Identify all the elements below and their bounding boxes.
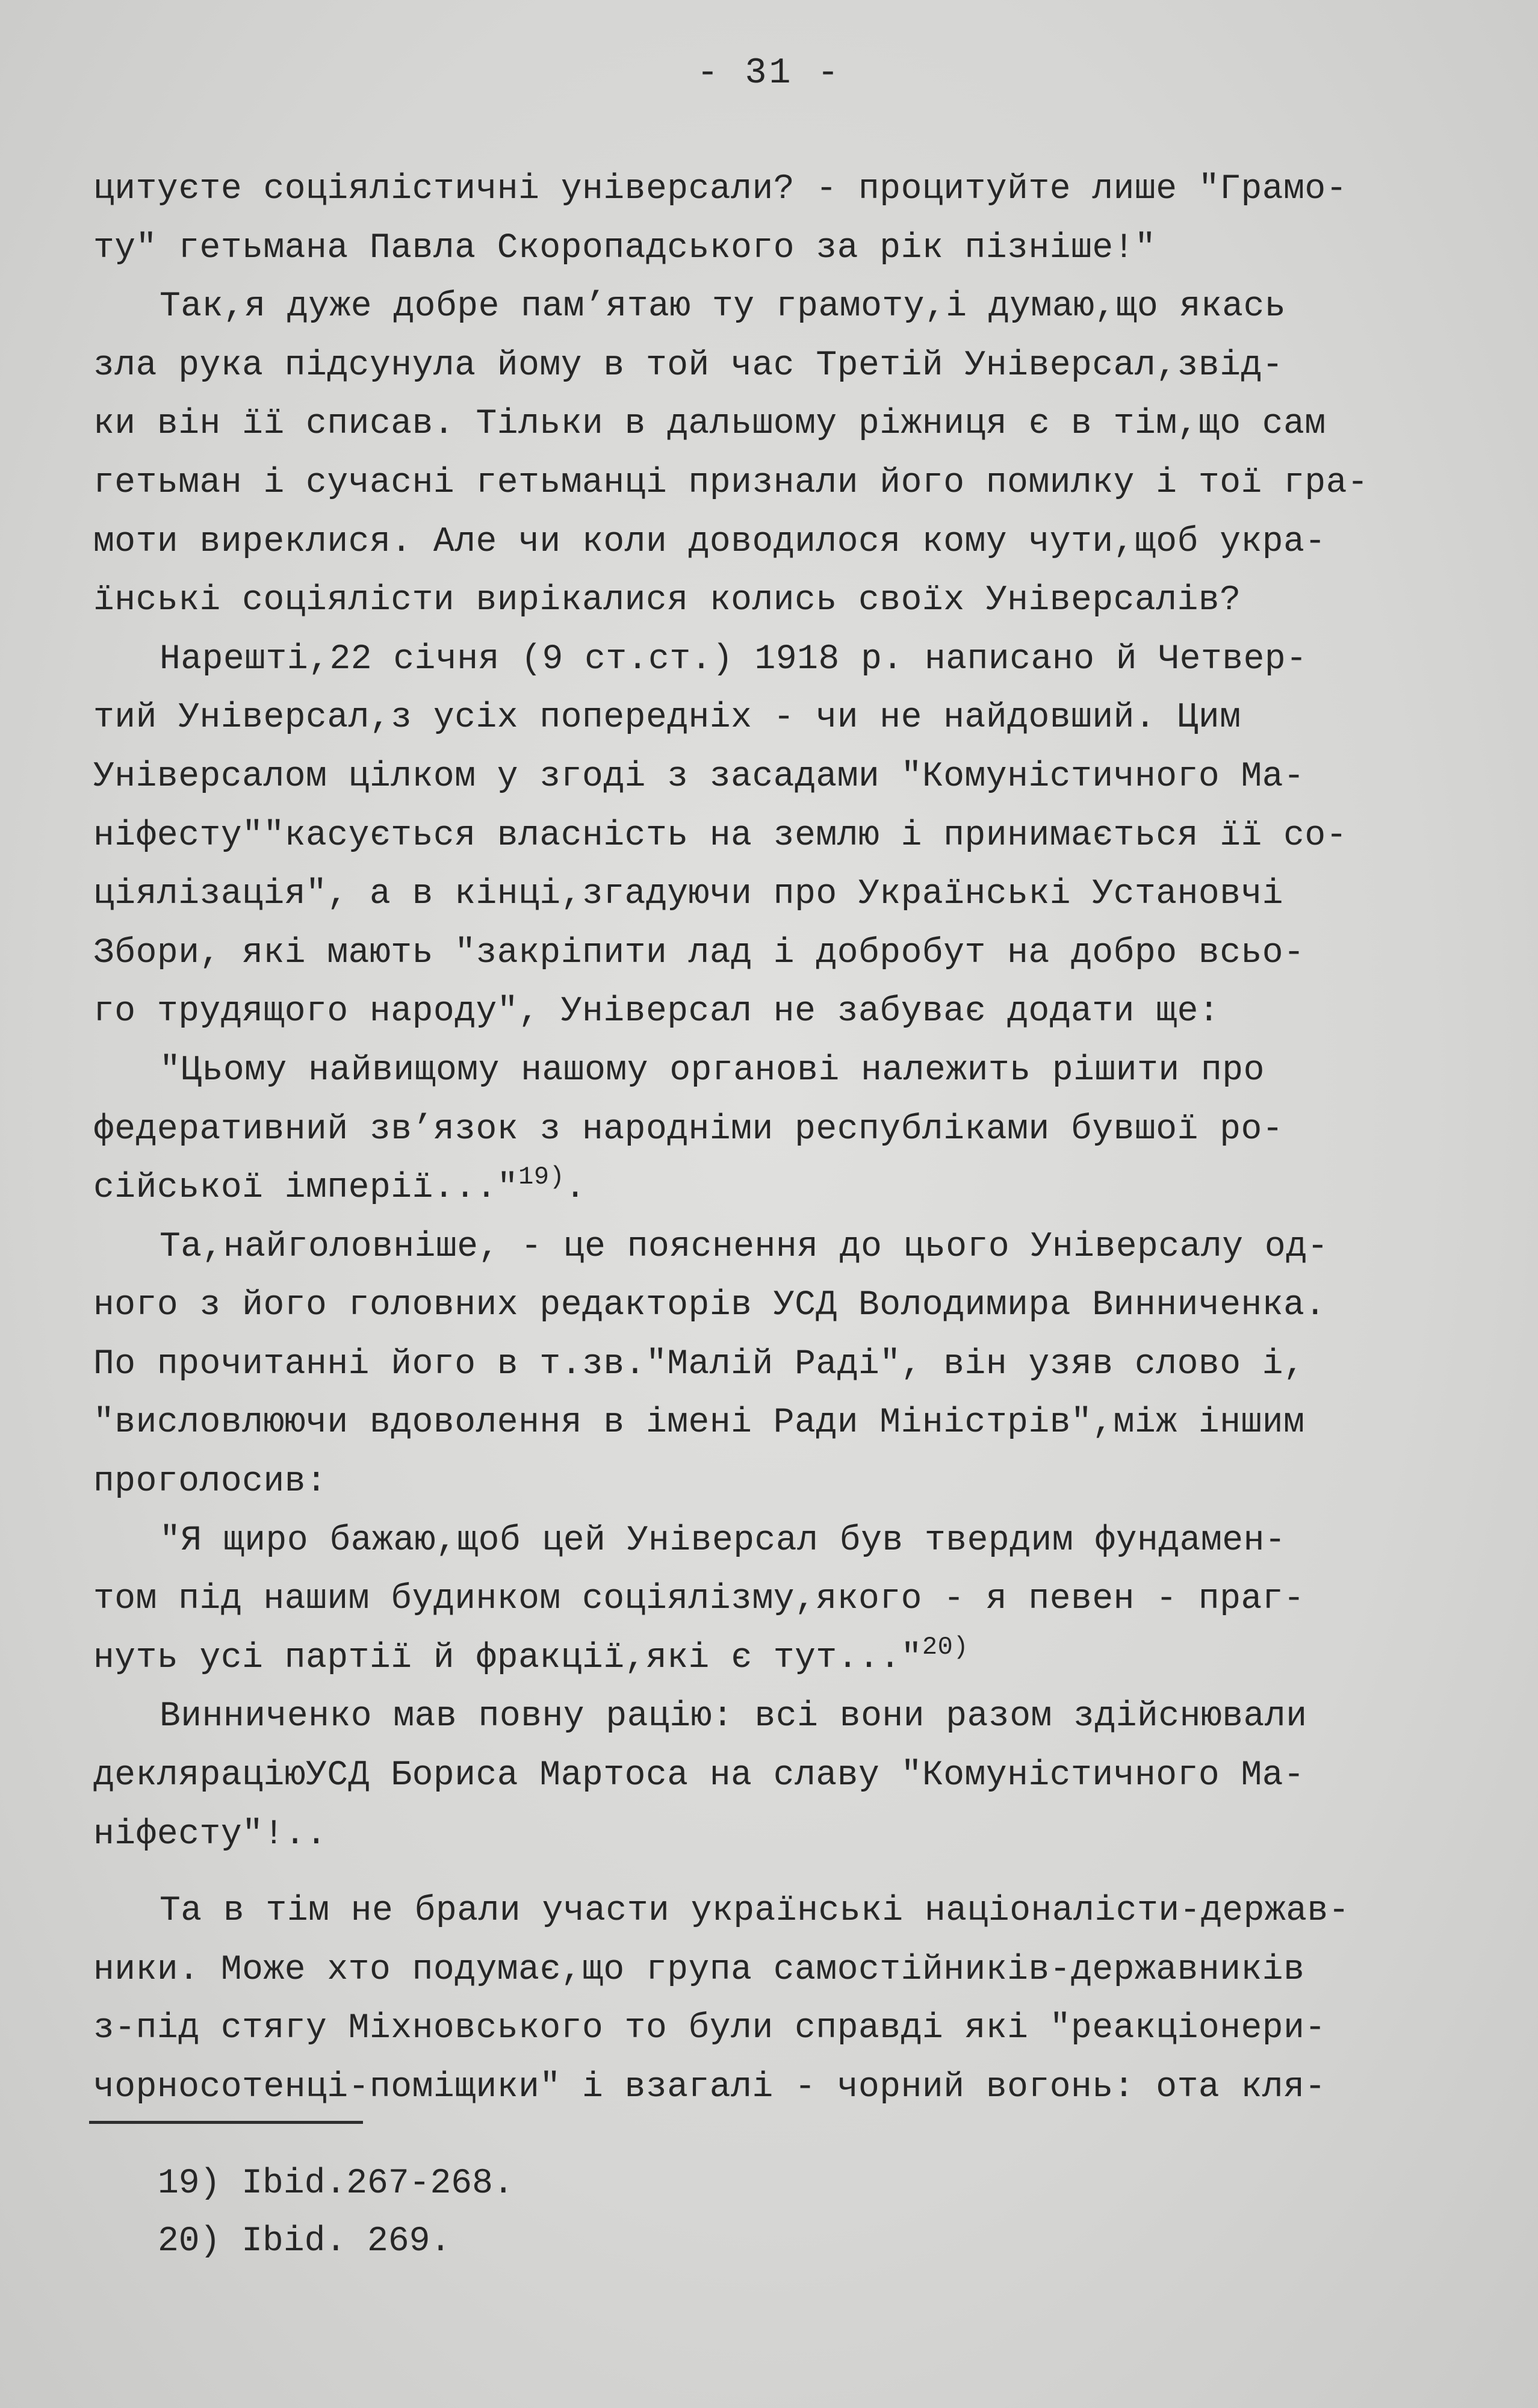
footnote-divider [89, 2121, 363, 2124]
text-line: цитуєте соціялістичні універсали? - процитуйте лише "Грамо- [93, 170, 1348, 209]
text-line: Збори, які мають "закріпити лад і добробут на добро всьо- [93, 933, 1305, 973]
sentence-period: . [565, 1168, 586, 1208]
text-line: ніфесту""касується власність на землю і принимається її со- [93, 816, 1348, 855]
quote-line: федеративний зв’язок з народніми республіками бувшої ро- [93, 1109, 1284, 1149]
paragraph-gap [93, 1864, 1460, 1882]
quote-line: "Я щиро бажаю,щоб цей Універсал був твердим фундамен- [160, 1521, 1286, 1560]
quote-line: "Цьому найвищому нашому органові належить рішити про [160, 1050, 1265, 1090]
text-line: "висловлюючи вдоволення в імені Ради Міністрів",між іншим [93, 1403, 1305, 1443]
text-line: їнські соціялісти вирікалися колись своїх Універсалів? [93, 581, 1241, 621]
quote-line [93, 1159, 1460, 1218]
text-line: Нарешті,22 січня (9 ст.ст.) 1918 р. написано й Четвер- [160, 639, 1307, 679]
text-line: з-під стягу Міхновського то були справді які "реакціонери- [93, 2009, 1326, 2049]
footnote-ref-20: 20) [922, 1632, 969, 1662]
text-line: Та в тім не брали участи українські націоналісти-держав- [160, 1891, 1350, 1931]
footnotes [158, 2155, 514, 2271]
text-line: Та,найголовніше, - це пояснення до цього Універсалу од- [160, 1227, 1329, 1267]
footnote-19: 19) Ibid.267-268. [158, 2164, 514, 2203]
text-line: ники. Може хто подумає,що група самостійників-державників [93, 1950, 1305, 1990]
quote-line: том під нашим будинком соціялізму,якого - я певен - праг- [93, 1580, 1305, 1619]
text-line: Універсалом цілком у згоді з засадами "Комуністичного Ма- [93, 757, 1305, 796]
quote-line [93, 1629, 1460, 1688]
text-line: По прочитанні його в т.зв."Малій Раді", він узяв слово і, [93, 1344, 1305, 1384]
text-line: ного з його головних редакторів УСД Володимира Винниченка. [93, 1286, 1326, 1326]
text-line: ніфесту"!.. [93, 1814, 327, 1854]
text-line: тий Універсал,з усіх попередніх - чи не найдовший. Цим [93, 698, 1241, 738]
footnote-20: 20) Ibid. 269. [158, 2222, 451, 2261]
text-line: ту" гетьмана Павла Скоропадського за рік пізніше!" [93, 228, 1156, 268]
text-line: гетьман і сучасні гетьманці признали його помилку і тої гра- [93, 463, 1369, 503]
text-line: го трудящого народу", Універсал не забуває додати ще: [93, 992, 1220, 1032]
page-number: - 31 - [696, 53, 842, 94]
text-line: чорносотенці-поміщики" і взагалі - чорний вогонь: ота кля- [93, 2068, 1326, 2107]
quote-text: сійської імперії..." [93, 1168, 519, 1208]
text-line: ціялізація", а в кінці,згадуючи про Українські Установчі [93, 875, 1284, 914]
footnote-ref-19: 19) [518, 1162, 565, 1192]
text-line: ки він її списав. Тільки в дальшому ріжниця є в тім,що сам [93, 405, 1326, 444]
text-line: Винниченко мав повну рацію: всі вони разом здійснювали [160, 1697, 1307, 1737]
quote-text: нуть усі партії й фракції,які є тут..." [93, 1638, 922, 1678]
body-text [93, 160, 1460, 2117]
text-line: декляраціюУСД Бориса Мартоса на славу "Комуністичного Ма- [93, 1756, 1305, 1796]
text-line: зла рука підсунула йому в той час Третій Універсал,звід- [93, 346, 1284, 385]
text-line: проголосив: [93, 1462, 327, 1502]
text-line: Так,я дуже добре пам’ятаю ту грамоту,і думаю,що якась [160, 287, 1286, 327]
text-line: моти виреклися. Але чи коли доводилося кому чути,щоб укра- [93, 522, 1326, 562]
